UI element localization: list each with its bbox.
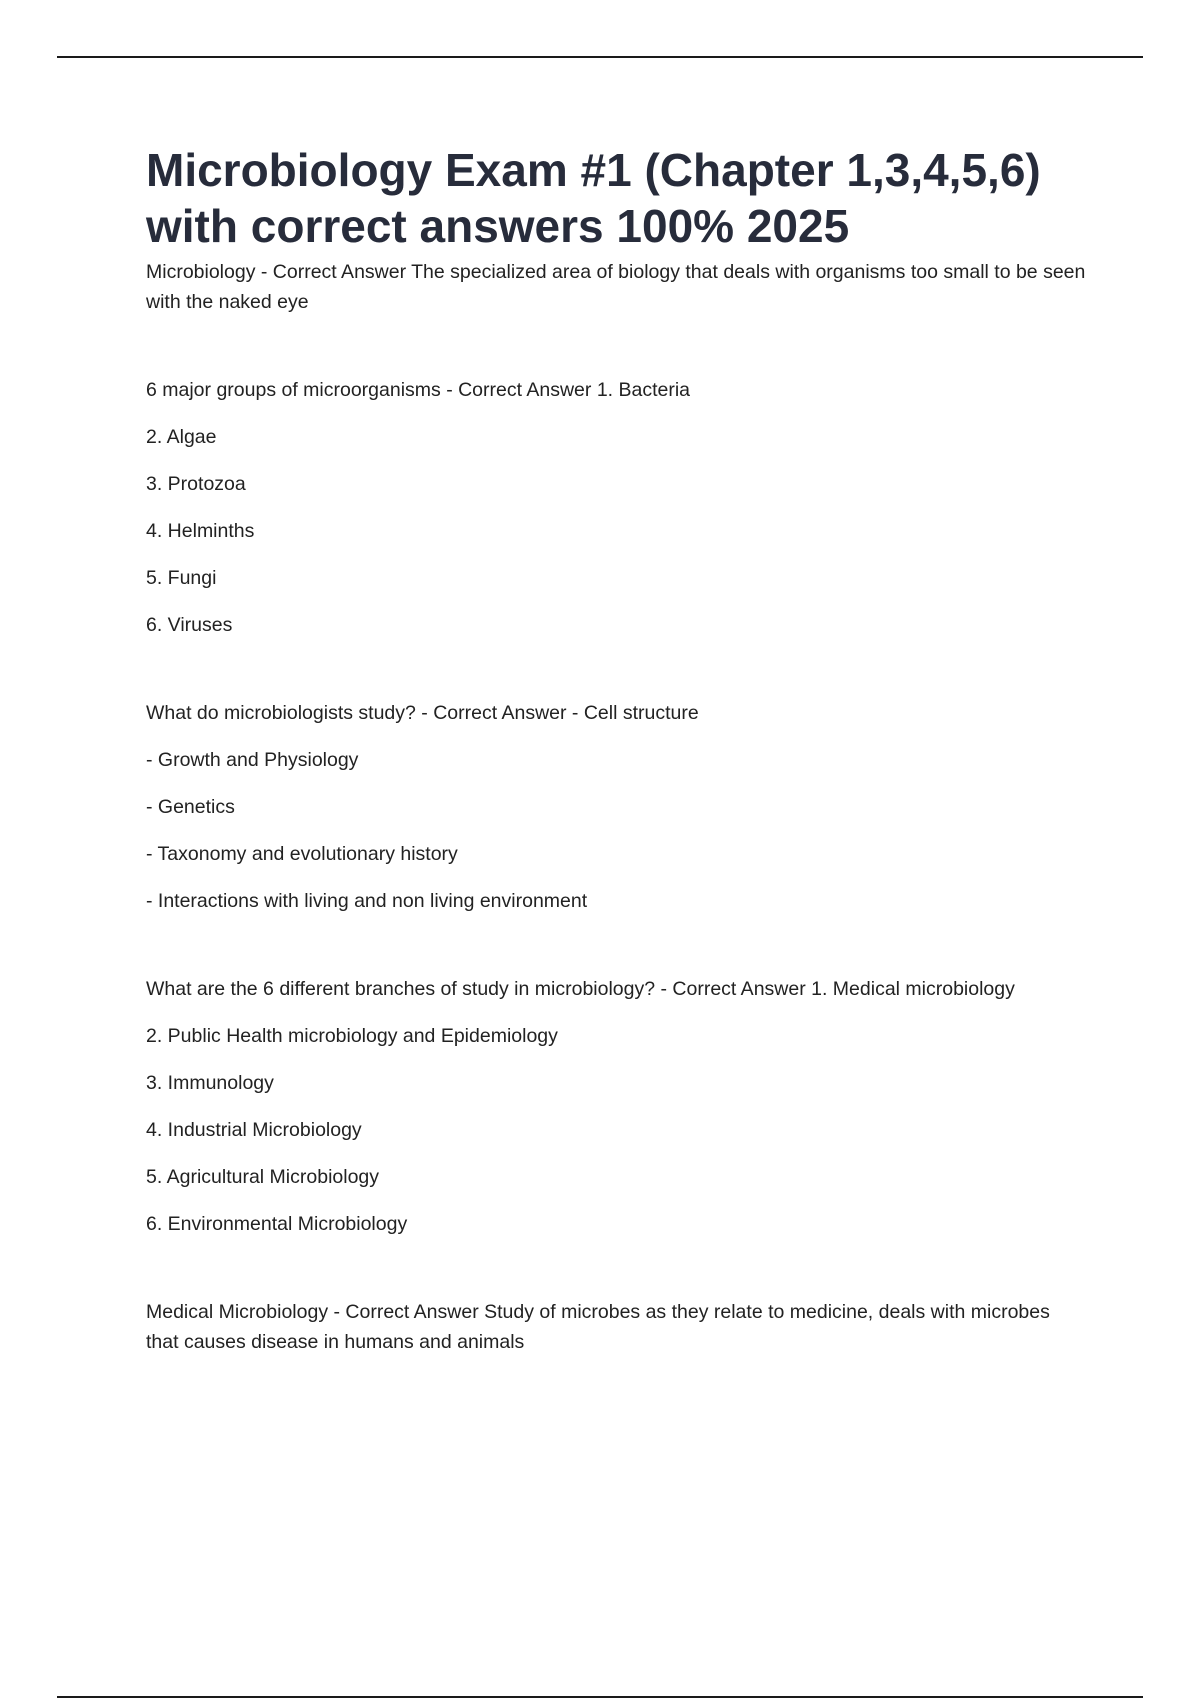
list-item: - Growth and Physiology [146,749,359,771]
list-item: 4. Industrial Microbiology [146,1119,362,1141]
list-item: 5. Agricultural Microbiology [146,1166,380,1188]
list-item: 3. Protozoa [146,473,246,495]
entry-microbiology-definition: Microbiology - Correct Answer The specialized area of biology that deals with organisms too small to be seen with the naked eye [146,261,1086,313]
list-item: 2. Public Health microbiology and Epidemiology [146,1025,558,1047]
document-body [146,142,1086,1357]
entry-what-microbiologists-study [146,698,1086,916]
list-item: 4. Helminths [146,520,255,542]
list-item: 6 major groups of microorganisms - Correct Answer 1. Bacteria [146,379,691,401]
bottom-rule [57,1696,1143,1698]
list-item: 2. Algae [146,426,217,448]
list-item: - Interactions with living and non living environment [146,890,588,912]
list-item: What are the 6 different branches of study in microbiology? - Correct Answer 1. Medical microbiology [146,978,1015,1000]
list-item: 5. Fungi [146,567,217,589]
entry-medical-microbiology: Medical Microbiology - Correct Answer Study of microbes as they relate to medicine, deals with microbes that causes disease in humans and animals [146,1301,1050,1353]
top-rule [57,56,1143,58]
list-item: - Taxonomy and evolutionary history [146,843,458,865]
entry-major-groups [146,375,1086,640]
list-item: 6. Environmental Microbiology [146,1213,408,1235]
entry-branches-of-study [146,974,1086,1239]
document-title: Microbiology Exam #1 (Chapter 1,3,4,5,6) with correct answers 100% 2025 [146,144,1041,252]
list-item: What do microbiologists study? - Correct Answer - Cell structure [146,702,699,724]
list-item: 3. Immunology [146,1072,274,1094]
list-item: - Genetics [146,796,235,818]
list-item: 6. Viruses [146,614,233,636]
